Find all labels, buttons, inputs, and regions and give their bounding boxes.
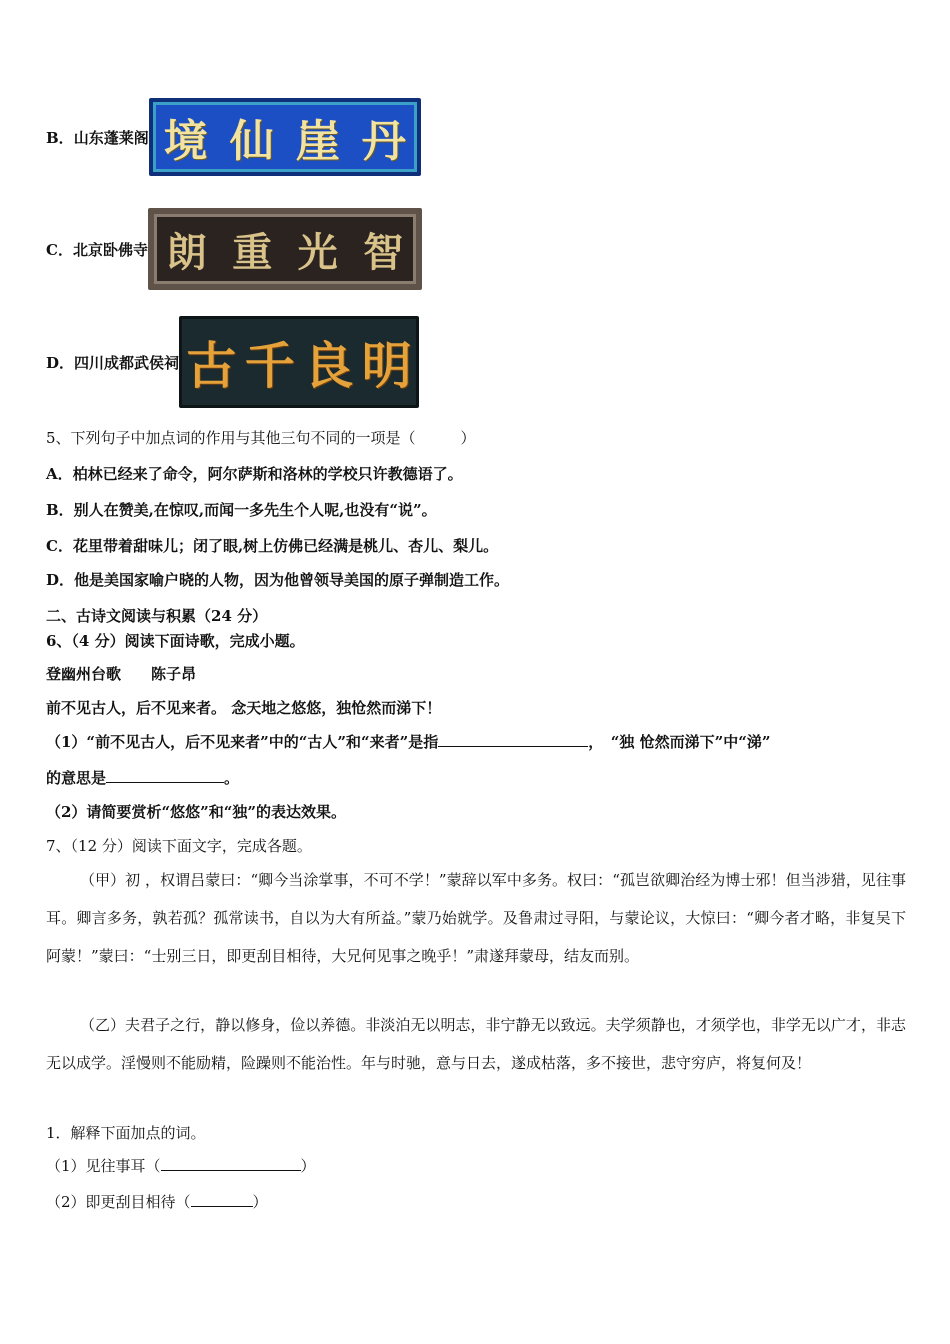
q6-sub1-text-3: 的意思是 [46, 769, 107, 787]
passage-yi [46, 1006, 906, 1082]
q6-sub1-text: （1）“前不见古人，后不见来者”中的“古人”和“来者”是指 [46, 733, 439, 751]
plaque-char: 良 [303, 336, 354, 395]
passage-yi-text: （乙）夫君子之行，静以修身，俭以养德。非淡泊无以明志，非宁静无以致远。夫学须静也，才须学也，非学无以广才，非志无以成学。淫慢则不能励精，险躁则不能治性。年与时驰，意与日去，遂成枯落，多不接世，悲守穷庐，将复何及！ [46, 1016, 906, 1072]
q7-sub1 [46, 1156, 316, 1176]
poem-text: 前不见古人，后不见来者。 念天地之悠悠，独怆然而涕下！ [46, 699, 442, 717]
plaque-char: 朗 [166, 228, 207, 276]
plaque-char: 丹 [361, 116, 406, 167]
q7-stem: 7、（12 分）阅读下面文字，完成各题。 [46, 837, 312, 855]
q6-sub1-end: 。 [224, 769, 240, 787]
option-c-label [46, 239, 148, 260]
plaque-image-penglai [149, 98, 421, 176]
option-c-place: 北京卧佛寺 [72, 240, 148, 259]
q7-sub2-end: ） [252, 1193, 268, 1211]
option-d-letter: D． [46, 353, 75, 372]
passage-jia [46, 861, 906, 975]
q6-sub1 [46, 732, 770, 752]
plaque-char: 光 [297, 228, 338, 276]
plaque-char: 崖 [295, 116, 340, 167]
answer-blank[interactable] [106, 768, 224, 783]
q6-sub1-text-2: ， “独 怆然而涕下”中“涕” [588, 733, 771, 751]
q7-sub1-text: （1）见往事耳（ [46, 1157, 161, 1175]
option-d-place: 四川成都武侯祠 [74, 353, 180, 372]
q5-option-c: C．花里带着甜味儿；闭了眼,树上仿佛已经满是桃儿、杏儿、梨儿。 [46, 537, 499, 555]
plaque-char: 境 [163, 116, 208, 167]
poem-title: 登幽州台歌 陈子昂 [46, 665, 197, 683]
option-b-letter: B． [46, 128, 74, 147]
q5-option-b: B．别人在赞美,在惊叹,而闻一多先生个人呢,也没有“说”。 [46, 501, 437, 519]
q6-sub2: （2）请简要赏析“悠悠”和“独”的表达效果。 [46, 803, 346, 821]
option-b-place: 山东蓬莱阁 [73, 128, 149, 147]
plaque-char: 重 [232, 228, 273, 276]
q5-option-a: A．柏林已经来了命令，阿尔萨斯和洛林的学校只许教德语了。 [46, 465, 463, 483]
option-b-row [46, 98, 421, 176]
q6-stem: 6、（4 分）阅读下面诗歌，完成小题。 [46, 632, 305, 650]
option-d-label [46, 352, 179, 373]
option-d-row [46, 316, 419, 408]
q5-stem: 5、下列句子中加点词的作用与其他三句不同的一项是（ ） [46, 429, 476, 447]
option-c-row [46, 208, 422, 290]
plaque-image-wofo [148, 208, 422, 290]
passage-jia-text: （甲）初 ，权谓吕蒙曰：“卿今当涂掌事，不可不学！”蒙辞以军中多务。权曰：“孤岂欲卿治经为博士邪！但当涉猎，见往事耳。卿言多务，孰若孤？孤常读书，自以为大有所益。”蒙乃始就学。及鲁肃过寻阳，与蒙论议，大惊曰：“卿今者才略，非复吴下阿蒙！”蒙曰：“士别三日，即更刮目相待，大兄何见事之晚乎！”肃遂拜蒙母，结友而别。 [46, 871, 906, 965]
answer-blank[interactable] [438, 732, 588, 747]
plaque-char: 古 [186, 336, 237, 395]
q7-sub1-end: ） [300, 1157, 316, 1175]
q7-item1: 1．解释下面加点的词。 [46, 1124, 206, 1142]
q5-option-d: D．他是美国家喻户晓的人物，因为他曾领导美国的原子弹制造工作。 [46, 571, 510, 589]
option-c-letter: C． [46, 240, 73, 259]
answer-blank[interactable] [191, 1192, 253, 1207]
plaque-image-wuhou [179, 316, 419, 408]
q6-sub1-cont [46, 768, 239, 788]
plaque-char: 明 [361, 336, 412, 395]
option-b-label [46, 127, 149, 148]
plaque-char: 千 [244, 336, 295, 395]
plaque-char: 智 [363, 228, 404, 276]
q7-sub2 [46, 1192, 268, 1212]
q7-sub2-text: （2）即更刮目相待（ [46, 1193, 191, 1211]
plaque-char: 仙 [229, 116, 274, 167]
section-heading: 二、古诗文阅读与积累（24 分） [46, 607, 268, 625]
answer-blank[interactable] [161, 1156, 301, 1171]
